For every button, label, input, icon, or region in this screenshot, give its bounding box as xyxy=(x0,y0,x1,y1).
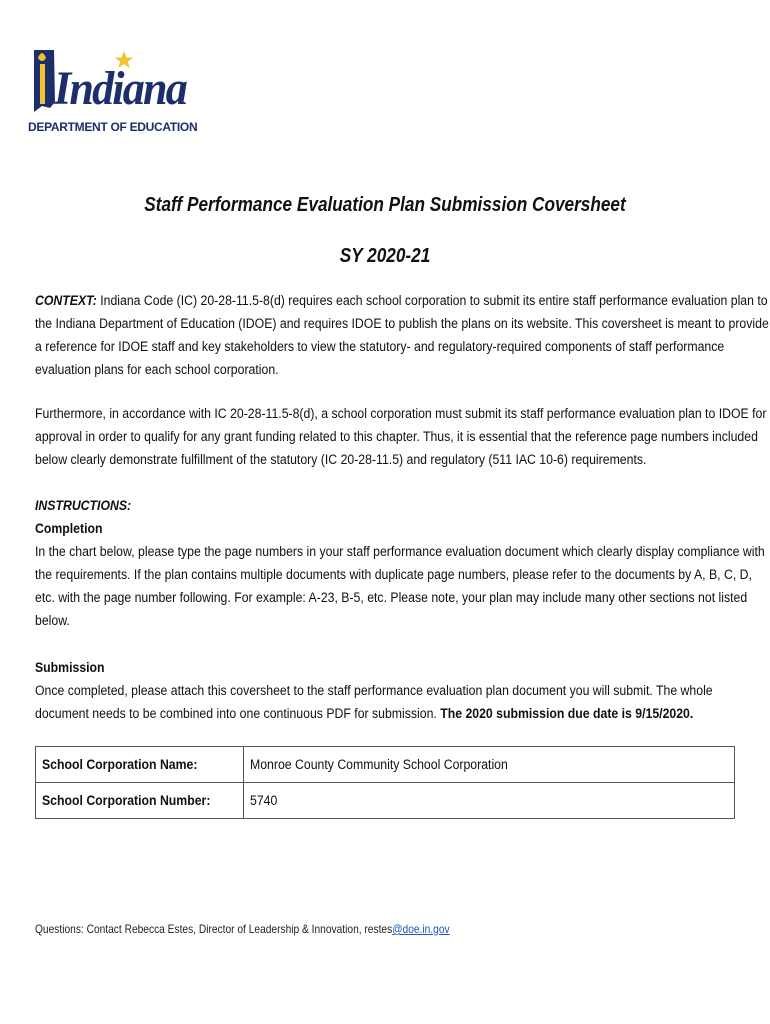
logo-department: DEPARTMENT OF EDUCATION xyxy=(28,120,198,134)
submission-line: document needs to be combined into one continuous PDF for submission. xyxy=(35,706,441,722)
table-label-cell xyxy=(36,783,244,819)
furthermore-line: Furthermore, in accordance with IC 20-28-11.5-8(d), a school corporation must submit its staff performance evaluation plan to IDOE for xyxy=(35,406,767,422)
table-row xyxy=(36,783,735,819)
instructions-section xyxy=(35,495,765,633)
corporation-number-field[interactable] xyxy=(243,783,734,819)
corporation-name-field[interactable] xyxy=(243,747,734,783)
logo-wordmark: Indiana xyxy=(54,62,186,115)
corporation-number-label: School Corporation Number: xyxy=(42,792,211,809)
footer-text: Questions: Contact Rebecca Estes, Director of Leadership & Innovation, restes xyxy=(35,922,393,936)
context-line: a reference for IDOE staff and key stakeholders to view the statutory- and regulatory-required components of staff performance xyxy=(35,339,725,355)
context-paragraph xyxy=(35,290,769,382)
corporation-number-value: 5740 xyxy=(249,792,277,809)
due-date-text: The 2020 submission due date is 9/15/2020. xyxy=(440,706,694,722)
footer-contact xyxy=(35,922,450,936)
submission-line: Once completed, please attach this coversheet to the staff performance evaluation plan document you will submit. The whole xyxy=(35,683,713,699)
school-year: SY 2020-21 xyxy=(339,245,431,267)
completion-line: below. xyxy=(35,613,70,629)
corporation-name-label: School Corporation Name: xyxy=(42,756,198,773)
instructions-heading: INSTRUCTIONS: xyxy=(35,498,132,514)
furthermore-line: below clearly demonstrate fulfillment of the statutory (IC 20-28-11.5) and regulatory (511 IAC 10-6) requirements. xyxy=(35,452,647,468)
completion-line: In the chart below, please type the page numbers in your staff performance evaluation document which clearly display compliance with xyxy=(35,544,765,560)
furthermore-line: approval in order to qualify for any grant funding related to this chapter. Thus, it is essential that the reference page numbers included xyxy=(35,429,758,445)
completion-line: etc. with the page number following. For example: A-23, B-5, etc. Please note, your plan may include many other sections not listed xyxy=(35,590,748,606)
email-link[interactable]: @doe.in.gov xyxy=(392,922,450,936)
context-label: CONTEXT: xyxy=(35,293,97,309)
completion-heading: Completion xyxy=(35,521,103,537)
table-row xyxy=(36,747,735,783)
furthermore-paragraph xyxy=(35,403,767,472)
completion-line: the requirements. If the plan contains multiple documents with duplicate page numbers, please refer to the documents by A, B, C, D, xyxy=(35,567,752,583)
context-line: the Indiana Department of Education (IDOE) and requires IDOE to publish the plans on its website. This coversheet is meant to provide xyxy=(35,316,769,332)
context-line: Indiana Code (IC) 20-28-11.5-8(d) requires each school corporation to submit its entire staff performance evaluation plan to xyxy=(96,293,768,309)
submission-section xyxy=(35,657,727,726)
page-title: Staff Performance Evaluation Plan Submission Coversheet xyxy=(144,194,626,216)
submission-heading: Submission xyxy=(35,660,105,676)
corporation-name-value: Monroe County Community School Corporation xyxy=(249,756,508,773)
table-label-cell xyxy=(36,747,244,783)
indiana-doe-logo xyxy=(28,44,198,136)
context-line: evaluation plans for each school corporation. xyxy=(35,362,279,378)
school-corporation-table xyxy=(35,746,735,819)
